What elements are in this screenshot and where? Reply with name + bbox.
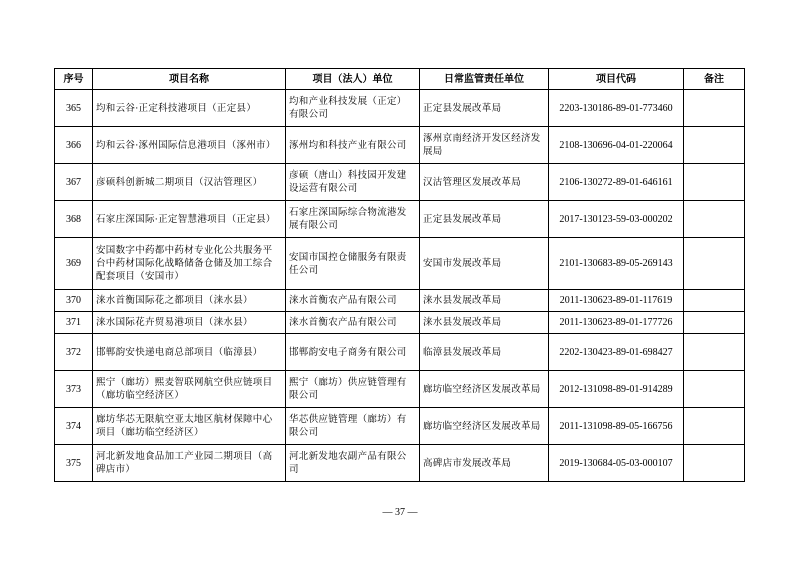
cell-supervising-dept: 汉沽管理区发展改革局 xyxy=(420,164,549,201)
header-project-name: 项目名称 xyxy=(93,69,286,90)
cell-project-unit: 安国市国控仓储服务有限责任公司 xyxy=(286,238,420,290)
cell-remark xyxy=(684,334,745,371)
table-row xyxy=(55,164,745,201)
header-supervising-dept: 日常监管责任单位 xyxy=(420,69,549,90)
cell-no: 375 xyxy=(55,445,93,482)
cell-project-unit: 华芯供应链管理（廊坊）有限公司 xyxy=(286,408,420,445)
cell-project-unit: 均和产业科技发展（正定）有限公司 xyxy=(286,90,420,127)
cell-project-code: 2011-131098-89-05-166756 xyxy=(549,408,684,445)
cell-no: 365 xyxy=(55,90,93,127)
cell-supervising-dept: 安国市发展改革局 xyxy=(420,238,549,290)
table-row xyxy=(55,408,745,445)
cell-project-code: 2017-130123-59-03-000202 xyxy=(549,201,684,238)
cell-no: 374 xyxy=(55,408,93,445)
cell-project-unit: 石家庄深国际综合物流港发展有限公司 xyxy=(286,201,420,238)
cell-remark xyxy=(684,164,745,201)
cell-project-unit: 熙宁（廊坊）供应链管理有限公司 xyxy=(286,371,420,408)
cell-remark xyxy=(684,238,745,290)
cell-project-unit: 涿州均和科技产业有限公司 xyxy=(286,127,420,164)
cell-project-name: 河北新发地食品加工产业园二期项目（高碑店市） xyxy=(93,445,286,482)
cell-no: 366 xyxy=(55,127,93,164)
cell-project-name: 熙宁（廊坊）熙麦智联网航空供应链项目（廊坊临空经济区） xyxy=(93,371,286,408)
cell-supervising-dept: 涞水县发展改革局 xyxy=(420,290,549,312)
cell-project-code: 2012-131098-89-01-914289 xyxy=(549,371,684,408)
cell-remark xyxy=(684,445,745,482)
cell-remark xyxy=(684,408,745,445)
header-no: 序号 xyxy=(55,69,93,90)
table-row xyxy=(55,238,745,290)
table-row xyxy=(55,201,745,238)
cell-project-code: 2011-130623-89-01-177726 xyxy=(549,312,684,334)
cell-project-unit: 邯郸韵安电子商务有限公司 xyxy=(286,334,420,371)
cell-project-unit: 彦硕（唐山）科技园开发建设运营有限公司 xyxy=(286,164,420,201)
page-number: — 37 — xyxy=(382,507,418,518)
cell-remark xyxy=(684,290,745,312)
cell-remark xyxy=(684,201,745,238)
table-row xyxy=(55,334,745,371)
cell-project-name: 涞水首衡国际花之都项目（涞水县） xyxy=(93,290,286,312)
cell-project-name: 邯郸韵安快递电商总部项目（临漳县） xyxy=(93,334,286,371)
cell-no: 368 xyxy=(55,201,93,238)
project-table xyxy=(54,68,745,482)
cell-no: 373 xyxy=(55,371,93,408)
table-row xyxy=(55,445,745,482)
cell-no: 369 xyxy=(55,238,93,290)
cell-project-code: 2101-130683-89-05-269143 xyxy=(549,238,684,290)
cell-supervising-dept: 临漳县发展改革局 xyxy=(420,334,549,371)
cell-supervising-dept: 涞水县发展改革局 xyxy=(420,312,549,334)
table-row xyxy=(55,290,745,312)
cell-supervising-dept: 廊坊临空经济区发展改革局 xyxy=(420,408,549,445)
header-project-unit: 项目（法人）单位 xyxy=(286,69,420,90)
table-row xyxy=(55,312,745,334)
cell-supervising-dept: 正定县发展改革局 xyxy=(420,90,549,127)
cell-project-code: 2202-130423-89-01-698427 xyxy=(549,334,684,371)
cell-remark xyxy=(684,127,745,164)
header-project-code: 项目代码 xyxy=(549,69,684,90)
cell-remark xyxy=(684,90,745,127)
table-body xyxy=(55,90,745,482)
cell-project-code: 2011-130623-89-01-117619 xyxy=(549,290,684,312)
cell-remark xyxy=(684,371,745,408)
cell-project-code: 2019-130684-05-03-000107 xyxy=(549,445,684,482)
cell-no: 372 xyxy=(55,334,93,371)
table-header xyxy=(55,69,745,90)
cell-project-name: 安国数字中药都中药材专业化公共服务平台中药材国际化战略储备仓储及加工综合配套项目（安国市） xyxy=(93,238,286,290)
cell-no: 371 xyxy=(55,312,93,334)
cell-supervising-dept: 涿州京南经济开发区经济发展局 xyxy=(420,127,549,164)
cell-no: 367 xyxy=(55,164,93,201)
cell-project-name: 涞水国际花卉贸易港项目（涞水县） xyxy=(93,312,286,334)
cell-supervising-dept: 廊坊临空经济区发展改革局 xyxy=(420,371,549,408)
cell-project-name: 均和云谷·涿州国际信息港项目（涿州市） xyxy=(93,127,286,164)
table-row xyxy=(55,371,745,408)
cell-project-name: 廊坊华芯无限航空亚太地区航材保障中心项目（廊坊临空经济区） xyxy=(93,408,286,445)
table-row xyxy=(55,127,745,164)
cell-project-code: 2106-130272-89-01-646161 xyxy=(549,164,684,201)
cell-project-code: 2203-130186-89-01-773460 xyxy=(549,90,684,127)
cell-project-unit: 涞水首衡农产品有限公司 xyxy=(286,312,420,334)
cell-no: 370 xyxy=(55,290,93,312)
cell-remark xyxy=(684,312,745,334)
cell-project-unit: 河北新发地农副产品有限公司 xyxy=(286,445,420,482)
cell-project-name: 彦硕科创新城二期项目（汉沽管理区） xyxy=(93,164,286,201)
cell-project-name: 石家庄深国际·正定智慧港项目（正定县） xyxy=(93,201,286,238)
header-remark: 备注 xyxy=(684,69,745,90)
table-row xyxy=(55,90,745,127)
cell-project-code: 2108-130696-04-01-220064 xyxy=(549,127,684,164)
cell-supervising-dept: 高碑店市发展改革局 xyxy=(420,445,549,482)
cell-project-name: 均和云谷·正定科技港项目（正定县） xyxy=(93,90,286,127)
cell-project-unit: 涞水首衡农产品有限公司 xyxy=(286,290,420,312)
cell-supervising-dept: 正定县发展改革局 xyxy=(420,201,549,238)
